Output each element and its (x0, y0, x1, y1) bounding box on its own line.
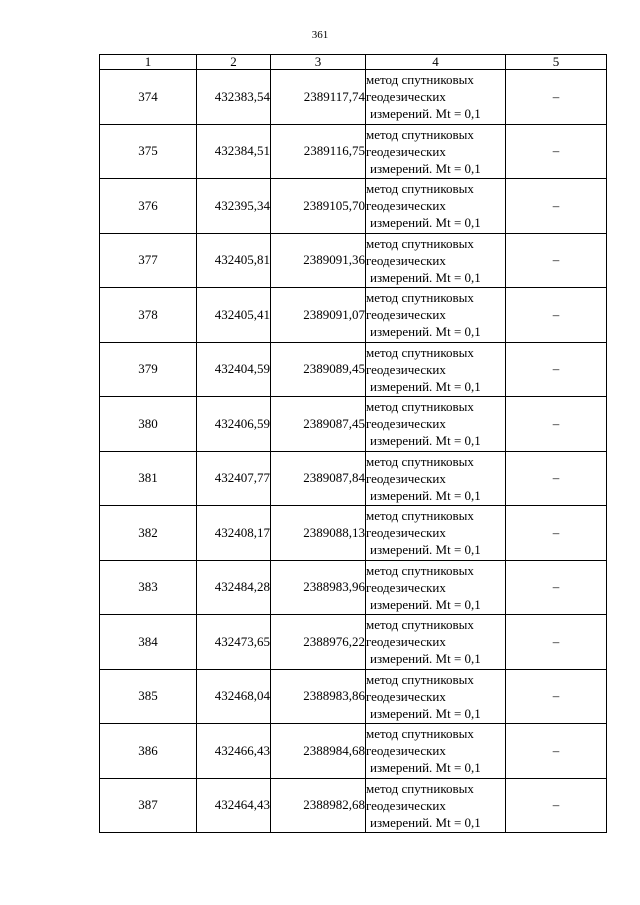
method-line: метод спутниковых (366, 126, 474, 142)
method-line: геодезических (366, 797, 446, 813)
point-number-cell: 376 (100, 179, 197, 234)
y-coordinate-cell: 2389089,45 (271, 342, 366, 397)
page-number: 361 (311, 29, 329, 41)
header-col-3: 3 (271, 55, 366, 70)
y-coordinate-cell: 2389116,75 (271, 124, 366, 179)
table-row (100, 724, 607, 779)
point-number-cell: 382 (100, 506, 197, 561)
note-cell: – (506, 506, 607, 561)
note-cell: – (506, 288, 607, 343)
note-cell: – (506, 179, 607, 234)
table-row (100, 397, 607, 452)
note-cell: – (506, 615, 607, 670)
method-line: геодезических (366, 634, 446, 650)
method-cell (366, 724, 506, 779)
table-row (100, 615, 607, 670)
table-row (100, 233, 607, 288)
method-line: геодезических (366, 198, 446, 214)
method-cell (366, 615, 506, 670)
point-number-cell: 378 (100, 288, 197, 343)
method-cell (366, 124, 506, 179)
x-coordinate-cell: 432405,41 (197, 288, 271, 343)
table-row (100, 506, 607, 561)
table-row (100, 179, 607, 234)
method-line: измерений. Mt = 0,1 (370, 760, 481, 776)
method-cell (366, 288, 506, 343)
method-line: измерений. Mt = 0,1 (370, 487, 481, 503)
method-line: измерений. Mt = 0,1 (370, 324, 481, 340)
method-line: метод спутниковых (366, 780, 474, 796)
method-line: измерений. Mt = 0,1 (370, 814, 481, 830)
note-cell: – (506, 560, 607, 615)
point-number-cell: 386 (100, 724, 197, 779)
method-line: измерений. Mt = 0,1 (370, 596, 481, 612)
method-line: метод спутниковых (366, 290, 474, 306)
note-cell: – (506, 233, 607, 288)
method-line: геодезических (366, 307, 446, 323)
y-coordinate-cell: 2388983,86 (271, 669, 366, 724)
note-cell: – (506, 669, 607, 724)
method-line: геодезических (366, 688, 446, 704)
y-coordinate-cell: 2389087,84 (271, 451, 366, 506)
y-coordinate-cell: 2388983,96 (271, 560, 366, 615)
table-header-row (100, 55, 607, 70)
method-line: геодезических (366, 89, 446, 105)
method-line: измерений. Mt = 0,1 (370, 651, 481, 667)
method-line: метод спутниковых (366, 671, 474, 687)
method-line: метод спутниковых (366, 453, 474, 469)
x-coordinate-cell: 432384,51 (197, 124, 271, 179)
point-number-cell: 375 (100, 124, 197, 179)
note-cell: – (506, 397, 607, 452)
table-row (100, 778, 607, 833)
method-line: измерений. Mt = 0,1 (370, 542, 481, 558)
table-row (100, 451, 607, 506)
note-cell: – (506, 724, 607, 779)
method-line: метод спутниковых (366, 344, 474, 360)
table-row (100, 70, 607, 125)
method-line: измерений. Mt = 0,1 (370, 160, 481, 176)
header-col-5: 5 (506, 55, 607, 70)
y-coordinate-cell: 2389087,45 (271, 397, 366, 452)
method-line: метод спутниковых (366, 617, 474, 633)
point-number-cell: 385 (100, 669, 197, 724)
point-number-cell: 383 (100, 560, 197, 615)
method-cell (366, 342, 506, 397)
table-row (100, 560, 607, 615)
method-line: геодезических (366, 743, 446, 759)
method-line: измерений. Mt = 0,1 (370, 106, 481, 122)
method-line: геодезических (366, 143, 446, 159)
method-line: измерений. Mt = 0,1 (370, 215, 481, 231)
note-cell: – (506, 124, 607, 179)
method-cell (366, 397, 506, 452)
point-number-cell: 387 (100, 778, 197, 833)
method-cell (366, 233, 506, 288)
x-coordinate-cell: 432405,81 (197, 233, 271, 288)
point-number-cell: 380 (100, 397, 197, 452)
y-coordinate-cell: 2389091,07 (271, 288, 366, 343)
method-line: геодезических (366, 579, 446, 595)
point-number-cell: 379 (100, 342, 197, 397)
x-coordinate-cell: 432408,17 (197, 506, 271, 561)
point-number-cell: 377 (100, 233, 197, 288)
note-cell: – (506, 70, 607, 125)
x-coordinate-cell: 432395,34 (197, 179, 271, 234)
table-row (100, 124, 607, 179)
note-cell: – (506, 342, 607, 397)
x-coordinate-cell: 432484,28 (197, 560, 271, 615)
y-coordinate-cell: 2389105,70 (271, 179, 366, 234)
method-line: измерений. Mt = 0,1 (370, 705, 481, 721)
method-line: геодезических (366, 525, 446, 541)
x-coordinate-cell: 432473,65 (197, 615, 271, 670)
y-coordinate-cell: 2388982,68 (271, 778, 366, 833)
method-cell (366, 669, 506, 724)
y-coordinate-cell: 2389117,74 (271, 70, 366, 125)
y-coordinate-cell: 2388984,68 (271, 724, 366, 779)
method-cell (366, 778, 506, 833)
method-line: измерений. Mt = 0,1 (370, 269, 481, 285)
x-coordinate-cell: 432407,77 (197, 451, 271, 506)
x-coordinate-cell: 432406,59 (197, 397, 271, 452)
point-number-cell: 384 (100, 615, 197, 670)
method-line: геодезических (366, 416, 446, 432)
y-coordinate-cell: 2389091,36 (271, 233, 366, 288)
method-cell (366, 506, 506, 561)
method-cell (366, 560, 506, 615)
point-number-cell: 374 (100, 70, 197, 125)
coordinates-table (99, 54, 607, 833)
method-cell (366, 451, 506, 506)
method-line: метод спутниковых (366, 181, 474, 197)
method-line: метод спутниковых (366, 399, 474, 415)
method-line: метод спутниковых (366, 508, 474, 524)
method-cell (366, 70, 506, 125)
method-line: метод спутниковых (366, 726, 474, 742)
method-line: метод спутниковых (366, 72, 474, 88)
table-row (100, 288, 607, 343)
x-coordinate-cell: 432468,04 (197, 669, 271, 724)
method-cell (366, 179, 506, 234)
header-col-2: 2 (197, 55, 271, 70)
table-row (100, 342, 607, 397)
x-coordinate-cell: 432464,43 (197, 778, 271, 833)
x-coordinate-cell: 432404,59 (197, 342, 271, 397)
y-coordinate-cell: 2389088,13 (271, 506, 366, 561)
y-coordinate-cell: 2388976,22 (271, 615, 366, 670)
method-line: геодезических (366, 470, 446, 486)
table-row (100, 669, 607, 724)
note-cell: – (506, 778, 607, 833)
x-coordinate-cell: 432466,43 (197, 724, 271, 779)
method-line: метод спутниковых (366, 235, 474, 251)
method-line: измерений. Mt = 0,1 (370, 378, 481, 394)
note-cell: – (506, 451, 607, 506)
point-number-cell: 381 (100, 451, 197, 506)
method-line: измерений. Mt = 0,1 (370, 433, 481, 449)
method-line: геодезических (366, 361, 446, 377)
x-coordinate-cell: 432383,54 (197, 70, 271, 125)
table-body (100, 70, 607, 833)
header-col-4: 4 (366, 55, 506, 70)
header-col-1: 1 (100, 55, 197, 70)
method-line: метод спутниковых (366, 562, 474, 578)
method-line: геодезических (366, 252, 446, 268)
